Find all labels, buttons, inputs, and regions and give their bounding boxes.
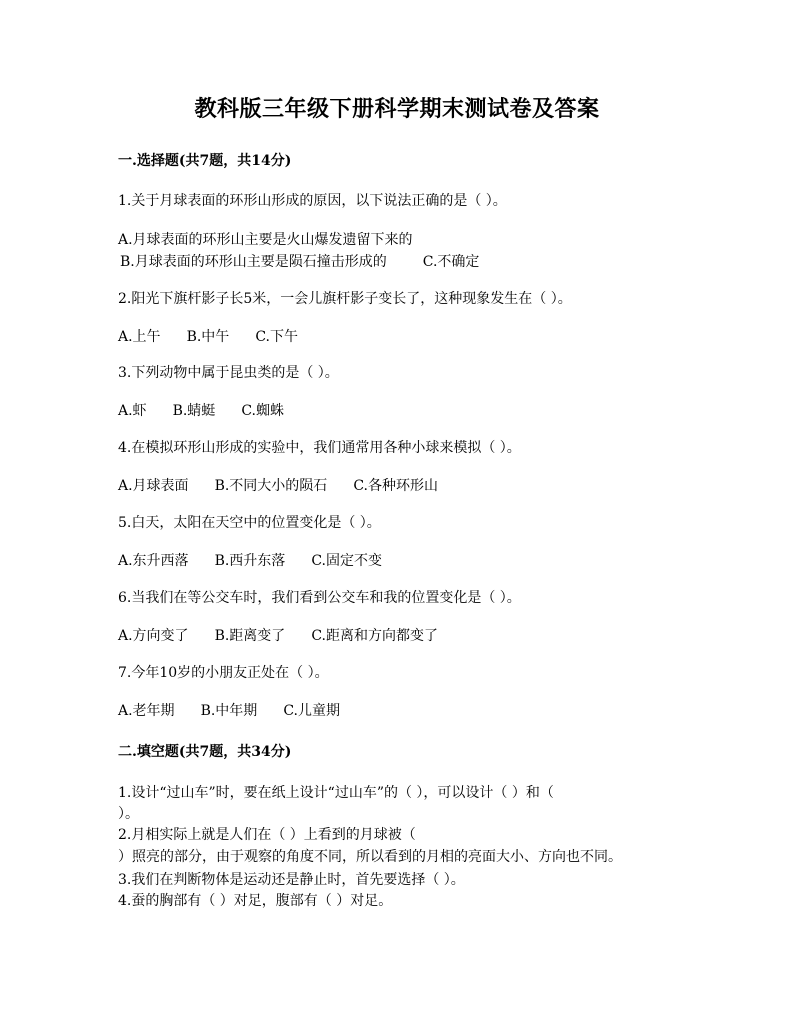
question-3-option-c: C.蜘蛛 (241, 403, 284, 419)
fill-line-4: 4.蚕的胸部有（ ）对足，腹部有（ ）对足。 (118, 893, 393, 909)
question-6-option-b: B.距离变了 (214, 628, 286, 644)
question-7-option-c: C.儿童期 (283, 703, 340, 719)
question-3: 3.下列动物中属于昆虫类的是（ ）。 (118, 365, 339, 381)
question-5-option-a: A.东升西落 (118, 553, 189, 569)
question-2-options (118, 326, 324, 346)
fill-line-2: 2.月相实际上就是人们在（ ）上看到的月球被（ (118, 827, 416, 843)
question-3-options (118, 400, 310, 420)
question-4-option-c: C.各种环形山 (353, 478, 438, 494)
question-2-option-c: C.下午 (255, 329, 298, 345)
question-5-option-b: B.西升东落 (214, 553, 286, 569)
question-2-option-b: B.中午 (186, 329, 230, 345)
question-7-options (118, 700, 366, 720)
question-6-options (118, 625, 464, 645)
question-1-option-c: C.不确定 (422, 254, 480, 270)
question-5-options (118, 550, 408, 570)
question-7-option-b: B.中年期 (200, 703, 258, 719)
question-7-option-a: A.老年期 (118, 703, 175, 719)
question-6-option-c: C.距离和方向都变了 (311, 628, 438, 644)
question-2-option-a: A.上午 (118, 329, 161, 345)
fill-line-1: 1.设计“过山车”时，要在纸上设计“过山车”的（ ），可以设计（ ）和（ (118, 785, 554, 801)
question-1: 1.关于月球表面的环形山形成的原因，以下说法正确的是（ ）。 (118, 193, 507, 209)
fill-line-1-cont: ）。 (118, 806, 139, 822)
question-4-options (118, 475, 464, 495)
question-4-option-b: B.不同大小的陨石 (214, 478, 328, 494)
question-1-options-bc (120, 251, 505, 271)
question-5: 5.白天，太阳在天空中的位置变化是（ ）。 (118, 515, 381, 531)
question-1-option-b: B.月球表面的环形山主要是陨石撞击形成的 (120, 254, 387, 270)
section-heading-fill: 二.填空题(共7题，共34分) (118, 744, 292, 760)
fill-line-2-cont: ）照亮的部分，由于观察的角度不同，所以看到的月相的亮面大小、方向也不同。 (118, 849, 622, 865)
question-3-option-b: B.蜻蜓 (172, 403, 216, 419)
page-title: 教科版三年级下册科学期末测试卷及答案 (194, 96, 600, 122)
fill-line-3: 3.我们在判断物体是运动还是静止时，首先要选择（ ）。 (118, 872, 465, 888)
section-heading-choice: 一.选择题(共7题，共14分) (118, 153, 292, 169)
question-1-option-a: A.月球表面的环形山主要是火山爆发遗留下来的 (118, 232, 413, 248)
question-6-option-a: A.方向变了 (118, 628, 189, 644)
question-4-option-a: A.月球表面 (118, 478, 189, 494)
question-6: 6.当我们在等公交车时，我们看到公交车和我的位置变化是（ ）。 (118, 590, 521, 606)
question-4: 4.在模拟环形山形成的实验中，我们通常用各种小球来模拟（ ）。 (118, 440, 521, 456)
question-5-option-c: C.固定不变 (311, 553, 382, 569)
question-3-option-a: A.虾 (118, 403, 147, 419)
question-7: 7.今年10岁的小朋友正处在（ ）。 (118, 665, 329, 681)
question-2: 2.阳光下旗杆影子长5米，一会儿旗杆影子变长了，这种现象发生在（ ）。 (118, 291, 572, 307)
